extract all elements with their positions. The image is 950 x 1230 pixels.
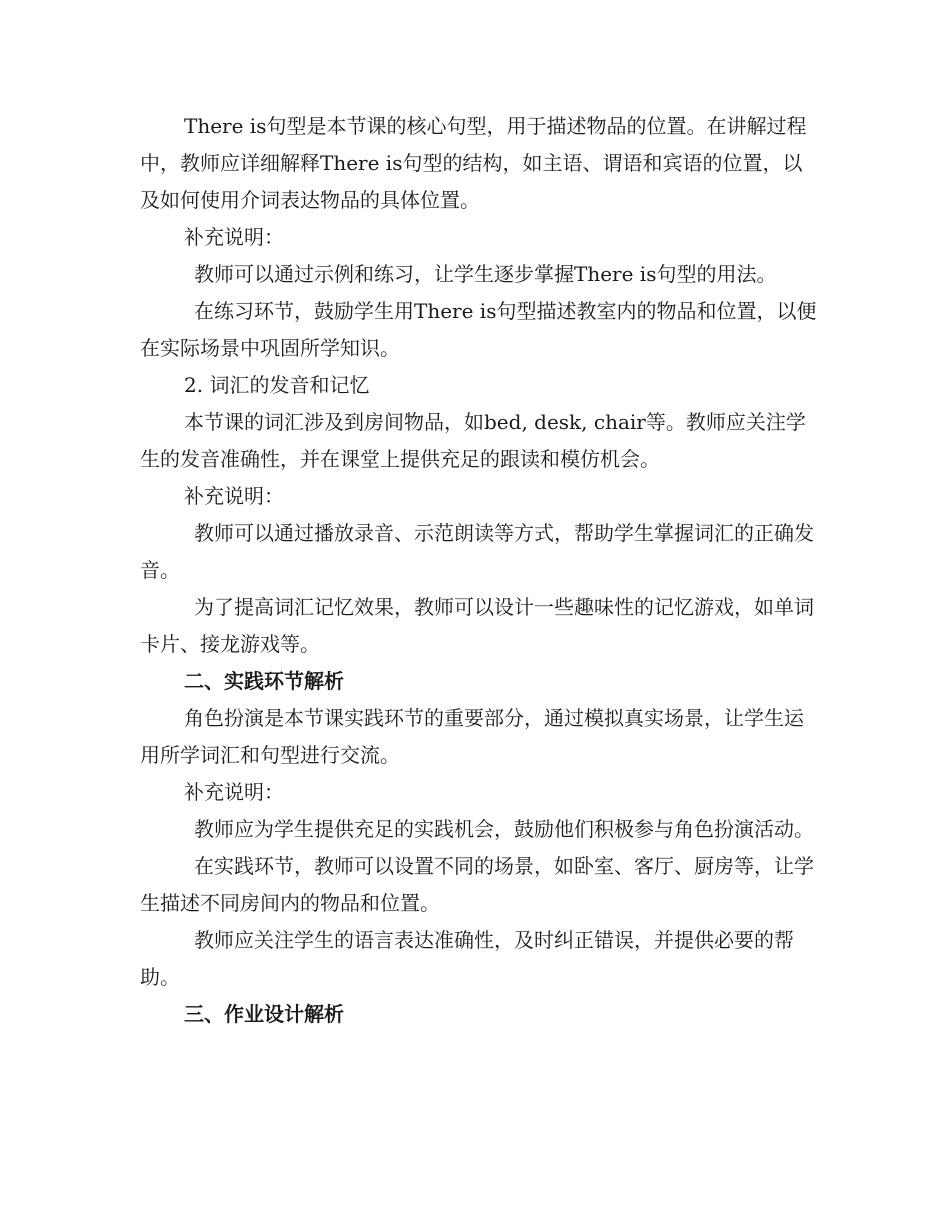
paragraph-scenes: 在实践环节，教师可以设置不同的场景，如卧室、客厅、厨房等，让学生描述不同房间内的物品和位置。 — [140, 854, 814, 915]
paragraph-vocabulary-intro: 本节课的词汇涉及到房间物品，如bed, desk, chair等。教师应关注学生的发音准确性，并在课堂上提供充足的跟读和模仿机会。 — [140, 410, 806, 471]
section-heading-vocabulary: 2. 词汇的发音和记忆 — [184, 373, 370, 397]
section-heading-homework: 三、作业设计解析 — [184, 1002, 344, 1026]
paragraph-memory-games: 为了提高词汇记忆效果，教师可以设计一些趣味性的记忆游戏，如单词卡片、接龙游戏等。 — [140, 595, 814, 656]
document-body — [140, 108, 820, 1033]
paragraph-supplement-label: 补充说明： — [184, 484, 284, 508]
paragraph-there-is-practice: 教师可以通过示例和练习，让学生逐步掌握There is句型的用法。 — [194, 262, 777, 286]
paragraph-supplement-label: 补充说明： — [184, 780, 284, 804]
paragraph-pronunciation: 教师可以通过播放录音、示范朗读等方式，帮助学生掌握词汇的正确发音。 — [140, 521, 814, 582]
paragraph-accuracy: 教师应关注学生的语言表达准确性，及时纠正错误，并提供必要的帮助。 — [140, 928, 794, 989]
paragraph-there-is-classroom: 在练习环节，鼓励学生用There is句型描述教室内的物品和位置，以便在实际场景中巩固所学知识。 — [140, 299, 817, 360]
paragraph-role-play: 角色扮演是本节课实践环节的重要部分，通过模拟真实场景，让学生运用所学词汇和句型进行交流。 — [140, 706, 804, 767]
paragraph-practice-opportunities: 教师应为学生提供充足的实践机会，鼓励他们积极参与角色扮演活动。 — [194, 817, 814, 841]
paragraph-supplement-label: 补充说明： — [184, 225, 284, 249]
paragraph-there-is-intro: There is句型是本节课的核心句型，用于描述物品的位置。在讲解过程中，教师应详细解释There is句型的结构，如主语、谓语和宾语的位置，以及如何使用介词表达物品的具体位置。 — [140, 114, 807, 212]
section-heading-practice: 二、实践环节解析 — [184, 669, 344, 693]
